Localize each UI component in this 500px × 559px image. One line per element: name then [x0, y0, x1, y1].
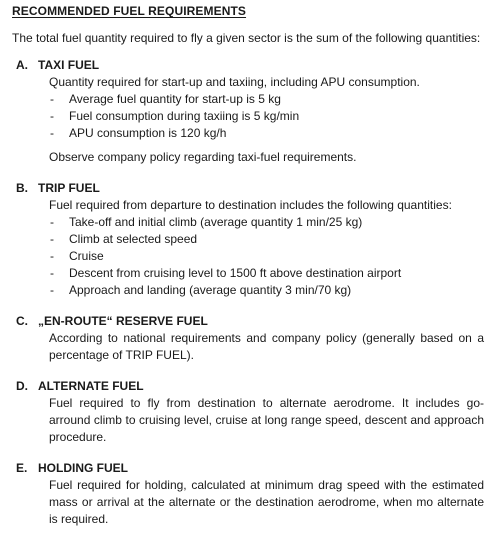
section-body [49, 330, 484, 364]
list-item [49, 265, 484, 282]
section-body [49, 477, 484, 528]
bullet-text: APU consumption is 120 kg/h [69, 126, 227, 140]
section-description: Fuel required from departure to destination includes the following quantities: [49, 198, 452, 212]
dash-bullet-icon: - [50, 266, 54, 280]
bullet-text: Descent from cruising level to 1500 ft above destination airport [69, 266, 402, 280]
section-taxi-fuel [12, 57, 484, 166]
section-body [49, 197, 484, 299]
section-description: Fuel required for holding, calculated at minimum drag speed with the estimated mass or arrival at the alternate or the destination aerodrome, when mo alternate is required. [49, 478, 484, 526]
section-body [49, 74, 484, 166]
section-letter: E. [16, 461, 28, 475]
section-description: Quantity required for start-up and taxiing, including APU consumption. [49, 75, 420, 89]
bullet-text: Approach and landing (average quantity 3 min/70 kg) [69, 283, 352, 297]
dash-bullet-icon: - [50, 249, 54, 263]
list-item [49, 231, 484, 248]
section-heading [12, 313, 484, 330]
section-letter: B. [16, 181, 28, 195]
bullet-text: Average fuel quantity for start-up is 5 kg [69, 92, 281, 106]
section-alternate-fuel [12, 378, 484, 446]
dash-bullet-icon: - [50, 92, 54, 106]
list-item [49, 125, 484, 142]
section-body [49, 395, 484, 446]
section-title: ALTERNATE FUEL [38, 379, 144, 393]
bullet-text: Cruise [69, 249, 104, 263]
list-item [49, 214, 484, 231]
bullet-text: Fuel consumption during taxiing is 5 kg/min [69, 109, 300, 123]
section-title: HOLDING FUEL [38, 461, 128, 475]
list-item [49, 108, 484, 125]
section-letter: A. [16, 58, 28, 72]
dash-bullet-icon: - [50, 126, 54, 140]
section-letter: D. [16, 379, 28, 393]
dash-bullet-icon: - [50, 283, 54, 297]
section-heading [12, 378, 484, 395]
section-letter: C. [16, 314, 28, 328]
section-title: „EN-ROUTE“ RESERVE FUEL [38, 314, 208, 328]
bullet-text: Climb at selected speed [69, 232, 198, 246]
section-en-route-reserve-fuel [12, 313, 484, 364]
bullet-list [49, 91, 484, 142]
dash-bullet-icon: - [50, 232, 54, 246]
section-description: According to national requirements and company policy (generally based on a percentage of TRIP FUEL). [49, 331, 484, 362]
bullet-list [49, 214, 484, 299]
section-trip-fuel [12, 180, 484, 299]
list-item [49, 248, 484, 265]
dash-bullet-icon: - [50, 215, 54, 229]
section-note: Observe company policy regarding taxi-fuel requirements. [49, 150, 357, 164]
document-title: RECOMMENDED FUEL REQUIREMENTS [12, 4, 247, 18]
section-description: Fuel required to fly from destination to alternate aerodrome. It includes go-arround climb to cruising level, cruise at long range speed, descent and approach procedure. [49, 396, 484, 444]
section-heading [12, 460, 484, 477]
list-item [49, 282, 484, 299]
intro-paragraph: The total fuel quantity required to fly a given sector is the sum of the following quantities: [12, 31, 481, 45]
list-item [49, 91, 484, 108]
section-title: TRIP FUEL [38, 181, 100, 195]
section-title: TAXI FUEL [38, 58, 100, 72]
section-holding-fuel [12, 460, 484, 528]
bullet-text: Take-off and initial climb (average quantity 1 min/25 kg) [69, 215, 363, 229]
section-heading [12, 57, 484, 74]
dash-bullet-icon: - [50, 109, 54, 123]
section-heading [12, 180, 484, 197]
